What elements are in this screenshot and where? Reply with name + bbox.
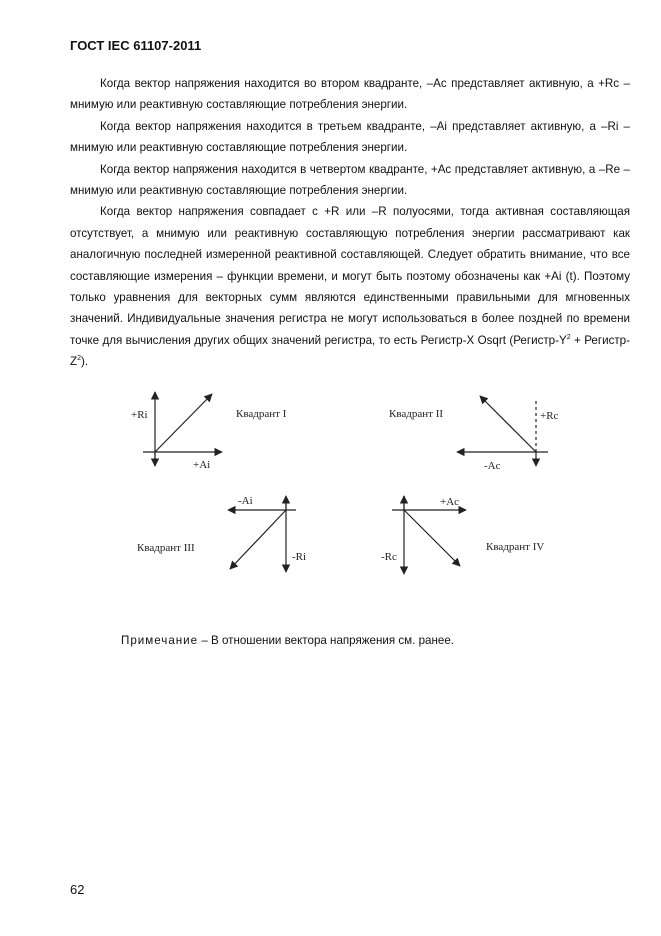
q2-vector: [480, 396, 536, 452]
diagram-quadrant-3: [228, 496, 296, 572]
note-text: – В отношении вектора напряжения см. ранее.: [198, 634, 454, 647]
q1-horizontal-label: +Ai: [193, 459, 211, 471]
paragraph-half-axes-mid: + Регистр-Z: [70, 333, 630, 369]
page-number: 62: [70, 882, 85, 897]
q2-title: Квадрант II: [389, 408, 444, 420]
q3-horizontal-label: -Ai: [238, 495, 253, 507]
superscript-y: 2: [566, 334, 571, 342]
note-label: Примечание: [121, 634, 199, 647]
q4-vector: [404, 510, 460, 566]
q1-title: Квадрант I: [236, 408, 287, 420]
paragraph-quadrant-4: Когда вектор напряжения находится в четвертом квадранте, +Ac представляет активную, а –Re – мнимую или реактивную составляющие потребления энергии.: [70, 162, 630, 198]
paragraph-half-axes-end: ).: [81, 355, 89, 369]
q3-vertical-label: -Ri: [292, 551, 307, 563]
q4-title: Квадрант IV: [486, 541, 545, 553]
q4-vertical-label: -Rc: [381, 551, 397, 563]
superscript-z: 2: [77, 355, 81, 363]
q4-horizontal-label: +Ac: [440, 496, 460, 508]
paragraph-half-axes-main: Когда вектор напряжения совпадает с +R или –R полуосями, тогда активная составляющая отсутствует, а мнимую или реактивную составляющую потребления энергии рассматривают как аналогичную последней измеренной реактивной составляющей. Следует обратить внимание, что все составляющие измерения – функции времени, и могут быть поэтому обозначены как +Ai (t). Поэтому только уравнения для векторных сумм являются единственными правильными для мгновенных значений. Индивидуальные значения регистра не могут использоваться в более поздней по времени точке для вычисления других общих значений регистра, то есть Регистр-X Osqrt (Регистр-Y: [70, 205, 630, 347]
q2-horizontal-label: -Ac: [484, 460, 501, 472]
q1-vector: [155, 394, 212, 452]
q1-vertical-label: +Ri: [131, 409, 148, 421]
q2-vertical-label: +Rc: [540, 410, 559, 422]
note: [121, 634, 454, 647]
body-text: [70, 73, 630, 373]
document-header: ГОСТ IEC 61107-2011: [70, 38, 202, 53]
paragraph-quadrant-3: Когда вектор напряжения находится в третьем квадранте, –Ai представляет активную, а –Ri – мнимую или реактивную составляющие потребления энергии.: [70, 119, 630, 155]
paragraph-quadrant-2: Когда вектор напряжения находится во втором квадранте, –Ac представляет активную, а +Rc – мнимую или реактивную составляющие потребления энергии.: [70, 77, 630, 112]
paragraph-half-axes: [70, 201, 630, 372]
q3-title: Квадрант III: [137, 542, 195, 554]
diagram-quadrant-2: [457, 396, 548, 466]
diagram-quadrant-1: [143, 392, 222, 466]
quadrant-diagrams: [0, 380, 661, 600]
q3-vector: [230, 510, 286, 569]
